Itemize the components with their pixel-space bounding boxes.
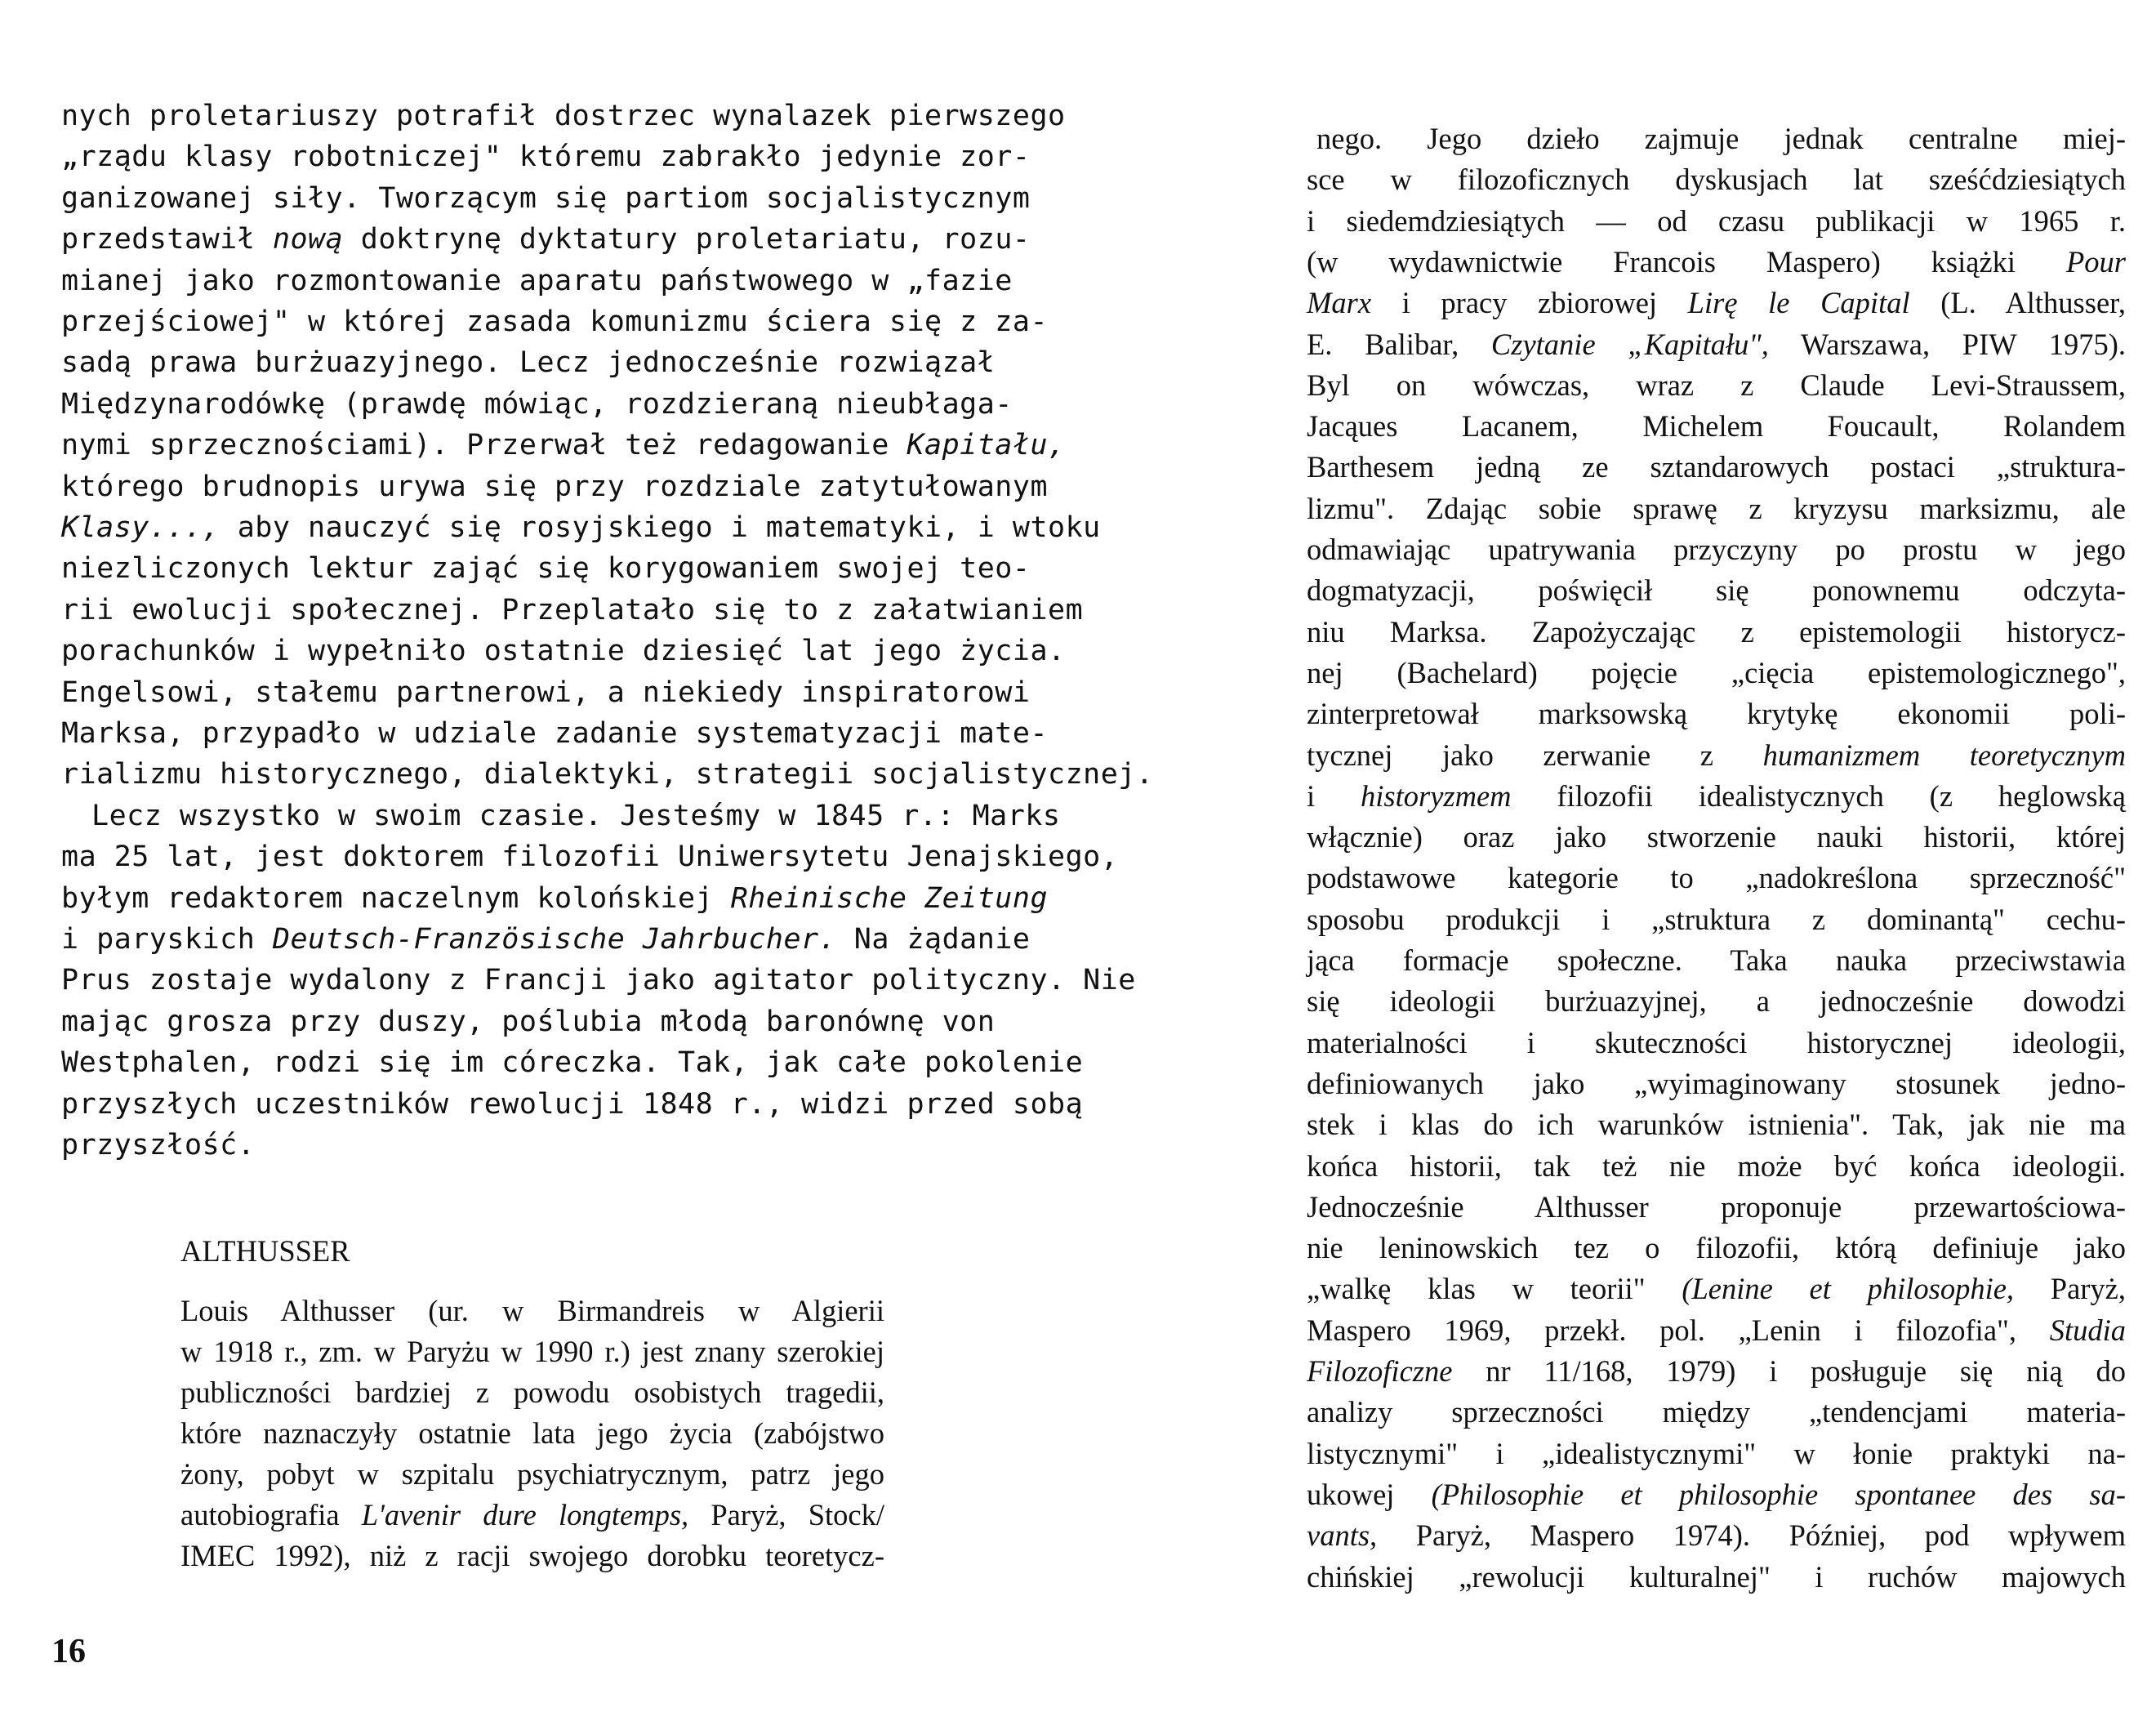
text-line: i paryskich Deutsch-Französische Jahrbucher. Na żądanie [61,923,1031,956]
text-line: chińskiej „rewolucji kulturalnej" i ruchów majowych [1307,1559,2126,1594]
text-line: które naznaczyły ostatnie lata jego życia (zabójstwo [180,1416,884,1450]
text-line: tycznej jako zerwanie z humanizmem teoretycznym [1307,738,2126,772]
text-line: przyszłych uczestników rewolucji 1848 r., widzi przed sobą [61,1087,1084,1121]
text-line: mając grosza przy duszy, poślubia młodą baronównę von [61,1005,996,1038]
text-line: którego brudnopis urywa się przy rozdziale zatytułowanym [61,470,1049,503]
text-line: ma 25 lat, jest doktorem filozofii Uniwersytetu Jenajskiego, [61,840,1119,874]
text-line: włącznie) oraz jako stworzenie nauki historii, której [1307,820,2126,854]
text-line: listycznymi" i „idealistycznymi" w łonie praktyki na- [1307,1436,2126,1470]
text-line: żony, pobyt w szpitalu psychiatrycznym, patrz jego [180,1457,884,1491]
text-line: jąca formacje społeczne. Taka nauka przeciwstawia [1307,943,2126,977]
text-line: nych proletariuszy potrafił dostrzec wynalazek pierwszego [61,100,1066,132]
text-line: Louis Althusser (ur. w Birmandreis w Algierii [180,1294,884,1327]
text-line: (w wydawnictwie Francois Maspero) książki Pour [1307,244,2126,279]
text-line: rii ewolucji społecznej. Przeplatało się to z załatwianiem [61,593,1084,626]
text-line: podstawowe kategorie to „nadokreślona sprzeczność" [1307,861,2126,895]
text-line: Lecz wszystko w swoim czasie. Jesteśmy w 1845 r.: Marks [91,799,1061,832]
text-line: lizmu". Zdając sobie sprawę z kryzysu marksizmu, ale [1307,491,2126,525]
text-line: się ideologii burżuazyjnej, a jednocześnie dowodzi [1307,984,2126,1019]
text-line: i siedemdziesiątych — od czasu publikacji w 1965 r. [1307,203,2126,238]
text-line: Maspero 1969, przekł. pol. „Lenin i filozofia", Studia [1307,1313,2126,1347]
text-line: Marx i pracy zbiorowej Lirę le Capital (L. Althusser, [1307,286,2126,320]
text-line: niezliczonych lektur zająć się korygowaniem swojej teo- [61,552,1031,586]
text-line: nie leninowskich tez o filozofii, którą definiuje jako [1307,1231,2126,1265]
text-line: „rządu klasy robotniczej" któremu zabrakło jedynie zor- [61,140,1031,174]
text-line: porachunków i wypełniło ostatnie dziesięć lat jego życia. [61,635,1066,668]
text-line: niu Marksa. Zapożyczając z epistemologii historycz- [1307,614,2126,649]
text-line: Międzynarodówkę (prawdę mówiąc, rozdzieraną nieubłaga- [61,387,1013,421]
text-line: Barthesem jedną ze sztandarowych postaci „struktura- [1307,450,2126,484]
text-line: autobiografia L'avenir dure longtemps, Paryż, Stock/ [180,1498,884,1532]
text-line: Marksa, przypadło w udziale zadanie systematyzacji mate- [61,717,1049,750]
text-line: vants, Paryż, Maspero 1974). Później, pod wpływem [1307,1518,2126,1553]
text-line: sadą prawa burżuazyjnego. Lecz jednocześnie rozwiązał [61,346,996,380]
text-line: Jacąues Lacanem, Michelem Foucault, Rolandem [1307,409,2126,444]
text-line: i historyzmem filozofii idealistycznych (z heglowską [1307,778,2126,813]
text-line: Engelsowi, stałemu partnerowi, a niekiedy inspiratorowi [61,676,1031,709]
text-line: E. Balibar, Czytanie „Kapitału", Warszawa, PIW 1975). [1307,327,2126,361]
text-line: materialności i skuteczności historycznej ideologii, [1307,1025,2126,1059]
text-line: Filozoficzne nr 11/168, 1979) i posługuje się nią do [1307,1354,2126,1388]
text-line: przedstawił nową doktrynę dyktatury proletariatu, rozu- [61,223,1031,256]
text-line: mianej jako rozmontowanie aparatu państwowego w „fazie [61,264,1013,297]
text-line: rializmu historycznego, dialektyki, strategii socjalistycznej. [61,758,1154,791]
text-line: ganizowanej siły. Tworzącym się partiom socjalistycznym [61,181,1031,215]
text-line: Byl on wówczas, wraz z Claude Levi-Straussem, [1307,368,2126,402]
text-line: ukowej (Philosophie et philosophie spontanee des sa- [1307,1477,2126,1511]
page-number: 16 [51,1633,86,1670]
right-page [1078,0,2156,1730]
text-line: odmawiając upatrywania przyczyny po prostu w jego [1307,533,2126,566]
text-line: w 1918 r., zm. w Paryżu w 1990 r.) jest znany szerokiej [180,1335,884,1368]
text-line: Jednocześnie Althusser proponuje przewartościowa- [1307,1189,2126,1224]
text-line: Prus zostaje wydalony z Francji jako agitator polityczny. Nie [61,964,1136,997]
text-line: nej (Bachelard) pojęcie „cięcia epistemologicznego", [1307,655,2126,689]
text-line: końca historii, tak też nie może być końca ideologii. [1307,1148,2126,1183]
text-line: Klasy..., aby nauczyć się rosyjskiego i matematyki, i wtoku [61,511,1101,544]
section-heading: ALTHUSSER [180,1234,350,1268]
text-line: przejściowej" w której zasada komunizmu ściera się z za- [61,305,1049,338]
text-line: analizy sprzeczności między „tendencjami materia- [1307,1395,2126,1429]
text-line: „walkę klas w teorii" (Lenine et philosophie, Paryż, [1307,1272,2126,1306]
text-line: definiowanych jako „wyimaginowany stosunek jedno- [1307,1066,2126,1100]
text-line: Westphalen, rodzi się im córeczka. Tak, jak całe pokolenie [61,1046,1084,1080]
text-line: nymi sprzecznościami). Przerwał też redagowanie Kapitału, [61,429,1066,462]
text-line: byłym redaktorem naczelnym kolońskiej Rheinische Zeitung [61,881,1049,915]
text-line: zinterpretował marksowską krytykę ekonomii poli- [1307,697,2126,731]
text-line: publiczności bardziej z powodu osobistych tragedii, [180,1376,884,1409]
text-line: przyszłość. [61,1129,256,1162]
text-line: nego. Jego dzieło zajmuje jednak centralne miej- [1316,122,2126,155]
text-line: stek i klas do ich warunków istnienia". Tak, jak nie ma [1307,1108,2126,1142]
text-line: dogmatyzacji, poświęcił się ponownemu odczyta- [1307,573,2126,608]
text-line: IMEC 1992), niż z racji swojego dorobku teoretycz- [180,1539,884,1572]
text-line: sposobu produkcji i „struktura z dominantą" cechu- [1307,902,2126,936]
text-line: sce w filozoficznych dyskusjach lat sześćdziesiątych [1307,163,2126,197]
